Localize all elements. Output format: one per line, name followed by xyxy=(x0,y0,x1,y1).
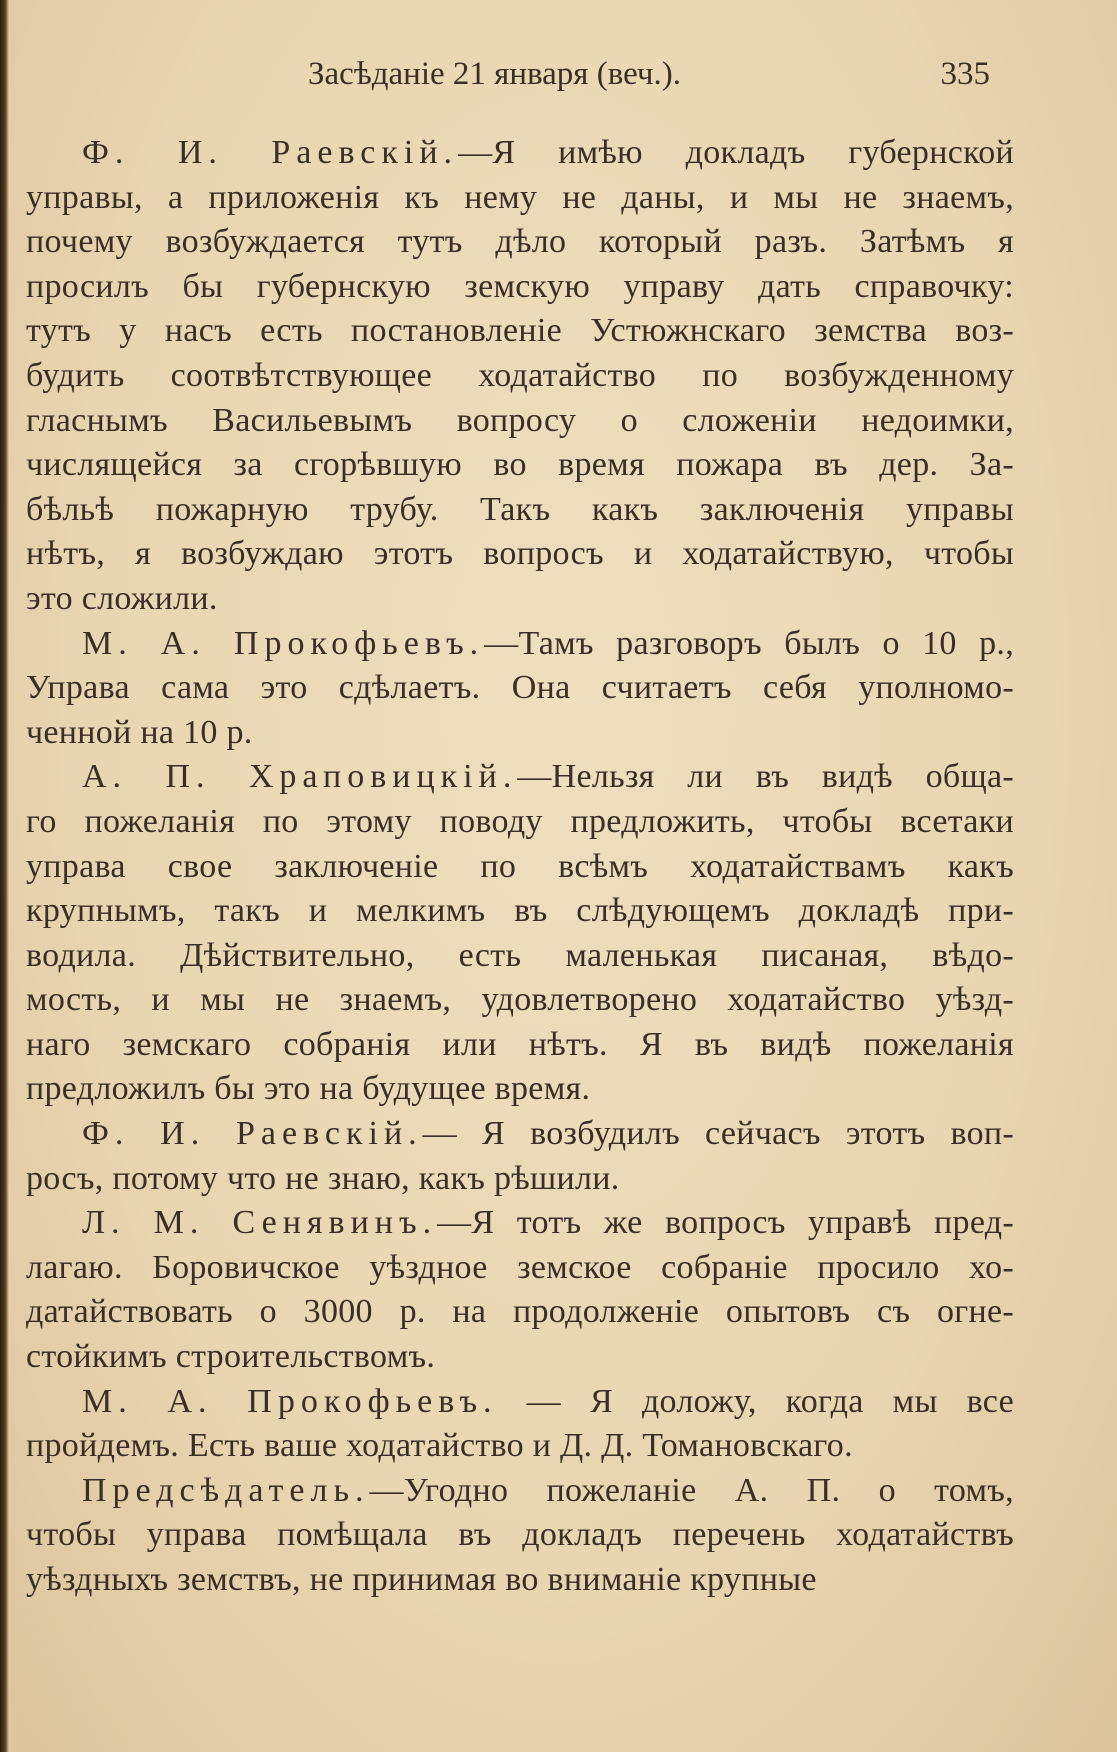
text-line xyxy=(26,309,1014,354)
line-text: —Тамъ разговоръ былъ о 10 р., xyxy=(484,624,1014,662)
line-text: — Я доложу, когда мы все xyxy=(497,1382,1015,1420)
speaker-name: М. А. Прокофьевъ. xyxy=(82,624,485,662)
text-line xyxy=(26,711,1014,756)
text-line xyxy=(26,399,1014,444)
text-line xyxy=(26,755,1014,800)
line-text: гласнымъ Васильевымъ вопросу о сложеніи недоимки, xyxy=(26,401,1014,439)
text-line xyxy=(26,1380,1014,1425)
text-line xyxy=(26,1558,1014,1603)
line-text: водила. Дѣйствительно, есть маленькая писаная, вѣдо- xyxy=(26,936,1014,974)
line-text: управа свое заключеніе по всѣмъ ходатайствамъ какъ xyxy=(26,847,1014,885)
text-line xyxy=(26,354,1014,399)
line-text: Управа сама это сдѣлаетъ. Она считаетъ себя уполномо- xyxy=(26,669,1014,707)
text-line xyxy=(26,265,1014,310)
text-line xyxy=(26,131,1014,176)
text-line xyxy=(26,1513,1014,1558)
text-line xyxy=(26,934,1014,979)
line-text: нѣтъ, я возбуждаю этотъ вопросъ и ходатайствую, чтобы xyxy=(26,535,1014,573)
line-text: будить соотвѣтствующее ходатайство по возбужденному xyxy=(26,356,1014,394)
line-text: числящейся за сгорѣвшую во время пожара въ дер. За- xyxy=(26,446,1014,484)
line-text: крупнымъ, такъ и мелкимъ въ слѣдующемъ докладѣ при- xyxy=(26,892,1014,930)
text-line xyxy=(26,1424,1014,1469)
speaker-name: Ф. И. Раевскій. xyxy=(82,134,459,171)
line-text: —Я тотъ же вопросъ управѣ пред- xyxy=(437,1204,1014,1242)
line-text: пройдемъ. Есть ваше ходатайство и Д. Д. Томановскаго. xyxy=(26,1427,853,1465)
line-text: го пожеланія по этому поводу предложить, чтобы всетаки xyxy=(26,802,1014,840)
line-text: бѣльѣ пожарную трубу. Такъ какъ заключенія управы xyxy=(26,490,1014,528)
line-text: —Я имѣю докладъ губернской xyxy=(458,134,1014,171)
page-number: 335 xyxy=(940,56,990,92)
text-line xyxy=(26,220,1014,265)
text-line xyxy=(26,666,1014,711)
line-text: наго земскаго собранія или нѣтъ. Я въ видѣ пожеланія xyxy=(26,1025,1014,1063)
text-line xyxy=(26,889,1014,934)
book-spine-shadow xyxy=(0,0,9,1752)
text-line xyxy=(26,1246,1014,1291)
line-text: —Угодно пожеланіе А. П. о томъ, xyxy=(369,1471,1014,1509)
header-title: Засѣданіе 21 января (веч.). xyxy=(308,56,682,92)
running-header xyxy=(28,56,990,100)
line-text: ченной на 10 р. xyxy=(26,713,253,751)
text-line xyxy=(26,1157,1014,1202)
text-line xyxy=(26,1067,1014,1112)
text-line xyxy=(26,978,1014,1023)
speaker-name: М. А. Прокофьевъ. xyxy=(82,1382,498,1420)
text-line xyxy=(26,176,1014,221)
speaker-name: Л. М. Сенявинъ. xyxy=(82,1204,438,1242)
text-line xyxy=(26,845,1014,890)
line-text: это сложили. xyxy=(26,579,218,617)
text-line xyxy=(26,1469,1014,1514)
text-line xyxy=(26,488,1014,533)
text-line xyxy=(26,1023,1014,1068)
line-text: стойкимъ строительствомъ. xyxy=(26,1338,436,1376)
speaker-name: А. П. Храповицкій. xyxy=(82,758,518,796)
line-text: управы, а приложенія къ нему не даны, и мы не знаемъ, xyxy=(26,178,1014,216)
text-line xyxy=(26,1335,1014,1380)
text-line xyxy=(26,532,1014,577)
body-text xyxy=(26,131,1014,1603)
line-text: росъ, потому что не знаю, какъ рѣшили. xyxy=(26,1159,620,1197)
line-text: чтобы управа помѣщала въ докладъ перечень ходатайствъ xyxy=(26,1516,1014,1554)
text-line xyxy=(26,1112,1014,1157)
line-text: — Я возбудилъ сейчасъ этотъ воп- xyxy=(422,1115,1014,1153)
text-line xyxy=(26,577,1014,622)
line-text: тутъ у насъ есть постановленіе Устюжнскаго земства воз- xyxy=(26,312,1014,350)
line-text: предложилъ бы это на будущее время. xyxy=(26,1070,591,1108)
speaker-name: Предсѣдатель. xyxy=(82,1471,370,1509)
line-text: мость, и мы не знаемъ, удовлетворено ходатайство уѣзд- xyxy=(26,981,1014,1019)
text-line xyxy=(26,1201,1014,1246)
line-text: почему возбуждается тутъ дѣло который разъ. Затѣмъ я xyxy=(26,223,1014,261)
text-line xyxy=(26,800,1014,845)
text-line xyxy=(26,443,1014,488)
line-text: просилъ бы губернскую земскую управу дать справочку: xyxy=(26,267,1014,305)
line-text: лагаю. Боровичское уѣздное земское собраніе просило хо- xyxy=(26,1248,1014,1286)
speaker-name: Ф. И. Раевскій. xyxy=(82,1115,423,1153)
line-text: уѣздныхъ земствъ, не принимая во вниманіе крупные xyxy=(26,1561,817,1598)
line-text: —Нельзя ли въ видѣ обща- xyxy=(517,758,1014,796)
text-line xyxy=(26,1290,1014,1335)
text-line xyxy=(26,622,1014,667)
line-text: датайствовать о 3000 р. на продолженіе опытовъ съ огне- xyxy=(26,1293,1014,1331)
